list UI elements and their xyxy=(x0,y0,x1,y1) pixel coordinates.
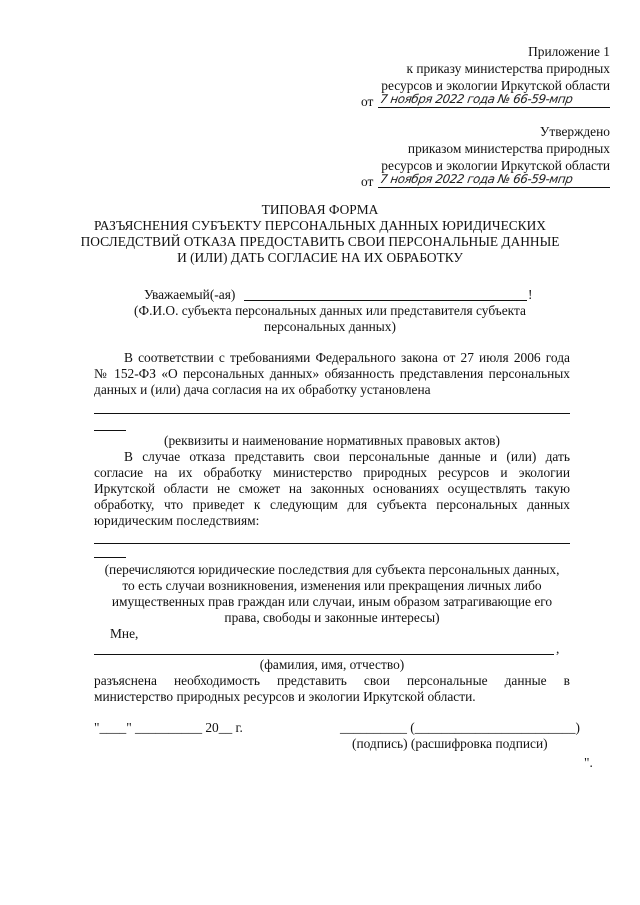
appendix-ministry-line: ресурсов и экологии Иркутской области xyxy=(381,78,610,93)
greeting-exclaim: ! xyxy=(528,287,533,302)
title-line-3: ПОСЛЕДСТВИЙ ОТКАЗА ПРЕДОСТАВИТЬ СВОИ ПЕРСОНАЛЬНЫЕ ДАННЫЕ xyxy=(80,234,560,249)
end-mark: ". xyxy=(584,755,593,770)
appendix-handwritten-date: 7 ноября 2022 года № 66-59-мпр xyxy=(379,92,574,106)
para2-line-4: обработку, что приведет к следующим для субъекта персональных данных xyxy=(94,497,570,512)
para2-line-3: Иркутской области не сможет на законных основаниях осуществлять такую xyxy=(94,481,570,496)
greeting-hint-line-2: персональных данных) xyxy=(264,319,396,334)
me-comma: , xyxy=(556,641,560,656)
me-line-2: министерство природных ресурсов и экологии Иркутской области. xyxy=(94,689,476,704)
consequences-hint-line-4: права, свободы и законные интересы) xyxy=(224,610,440,625)
me-name-hint: (фамилия, имя, отчество) xyxy=(259,657,405,672)
consequences-blank xyxy=(94,543,570,544)
para2-line-2: согласие на их обработку министерство природных ресурсов и экологии xyxy=(94,465,570,480)
para1-line-3: данных и (или) дача согласия на их обработку установлена xyxy=(94,382,431,397)
consequences-hint-line-1: (перечисляются юридические последствия для субъекта персональных данных, xyxy=(104,562,560,577)
me-label: Мне, xyxy=(110,626,139,641)
title-form-type: ТИПОВАЯ ФОРМА xyxy=(261,202,379,217)
approved-date-underline xyxy=(378,187,610,188)
approved-handwritten-date: 7 ноября 2022 года № 66-59-мпр xyxy=(379,172,574,186)
greeting-name-blank xyxy=(244,300,527,301)
para2-line-5: юридическим последствиям: xyxy=(94,513,260,528)
signature-field: __________ (________________________) xyxy=(340,720,580,735)
consequences-hint-line-2: то есть случаи возникновения, изменения или прекращения личных либо xyxy=(122,578,542,593)
approved-label: Утверждено xyxy=(539,124,610,139)
approved-ministry-line: ресурсов и экологии Иркутской области xyxy=(381,158,610,173)
greeting-label: Уважаемый(-ая) xyxy=(144,287,236,302)
consequences-hint-line-3: имущественных прав граждан или случаи, иным образом затрагивающие его xyxy=(111,594,553,609)
para1-acts-blank xyxy=(94,413,570,414)
para1-acts-hint: (реквизиты и наименование нормативных правовых актов) xyxy=(164,433,500,448)
title-line-4: И (ИЛИ) ДАТЬ СОГЛАСИЕ НА ИХ ОБРАБОТКУ xyxy=(177,250,463,265)
approved-order-line: приказом министерства природных xyxy=(407,141,610,156)
greeting-hint-line-1: (Ф.И.О. субъекта персональных данных или представителя субъекта xyxy=(134,303,526,318)
appendix-from-label: от xyxy=(361,94,374,109)
consequences-blank-short xyxy=(94,557,126,558)
date-field: "____" __________ 20__ г. xyxy=(94,720,243,735)
me-line-1: разъяснена необходимость представить свои персональные данные в xyxy=(94,673,570,688)
me-name-blank xyxy=(94,654,554,655)
para1-acts-blank-short xyxy=(94,430,126,431)
appendix-date-underline xyxy=(378,107,610,108)
appendix-order-line: к приказу министерства природных xyxy=(406,61,610,76)
para2-line-1: В случае отказа представить свои персональные данные и (или) дать xyxy=(124,449,570,464)
approved-from-label: от xyxy=(361,174,374,189)
appendix-number: Приложение 1 xyxy=(528,44,610,59)
title-line-2: РАЗЪЯСНЕНИЯ СУБЪЕКТУ ПЕРСОНАЛЬНЫХ ДАННЫХ ЮРИДИЧЕСКИХ xyxy=(94,218,546,233)
para1-line-2: № 152-ФЗ «О персональных данных» обязанность представления персональных xyxy=(94,366,570,381)
signature-hint: (подпись) (расшифровка подписи) xyxy=(352,736,548,751)
para1-line-1: В соответствии с требованиями Федерального закона от 27 июля 2006 года xyxy=(124,350,570,365)
